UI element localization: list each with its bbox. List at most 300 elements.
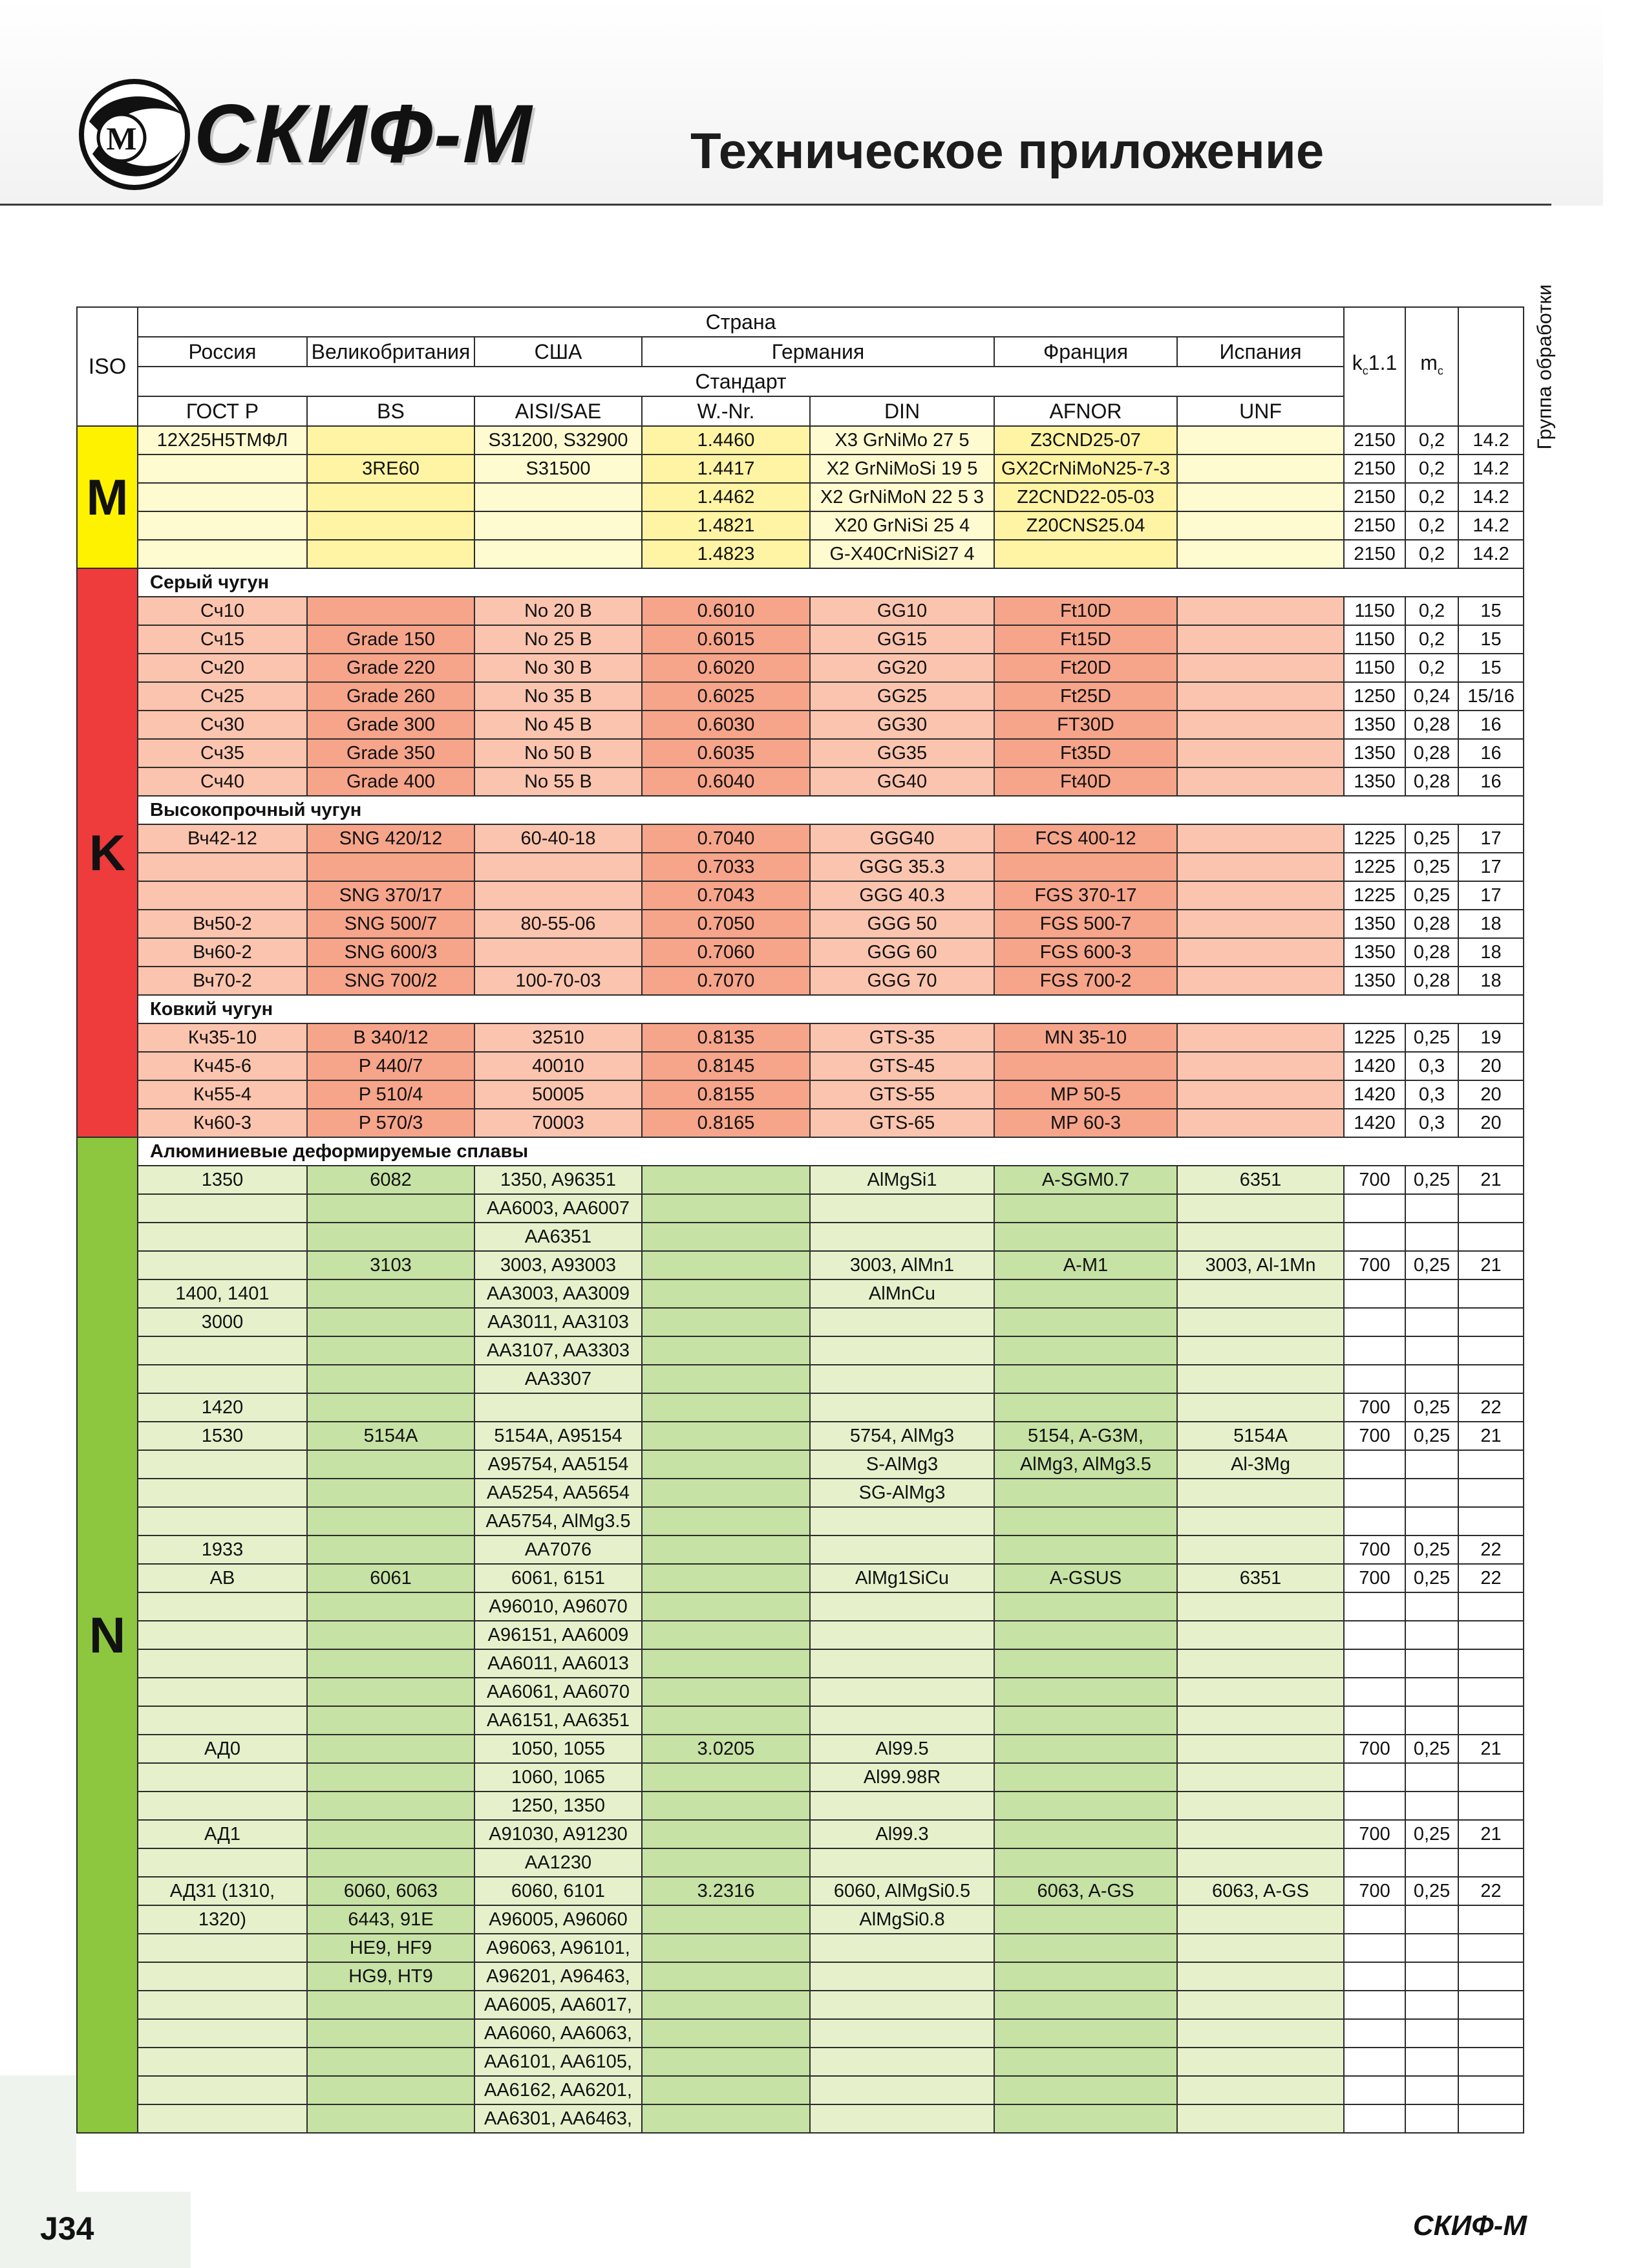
table-cell: 60-40-18 xyxy=(474,824,642,853)
table-cell: 1420 xyxy=(138,1393,307,1422)
table-cell xyxy=(307,2076,474,2104)
standard-aisi: AISI/SAE xyxy=(474,396,642,426)
table-row xyxy=(77,1991,1524,2019)
table-cell: 1150 xyxy=(1344,597,1405,625)
table-cell: 0.7060 xyxy=(642,938,810,967)
table-cell: HG9, HT9 xyxy=(307,1962,474,1991)
table-cell: X2 GrNiMoSi 19 5 xyxy=(810,455,994,483)
table-cell xyxy=(138,1621,307,1649)
table-cell: GGG 50 xyxy=(810,910,994,938)
table-cell xyxy=(1405,1336,1458,1365)
table-cell xyxy=(1405,1223,1458,1251)
iso-header: ISO xyxy=(77,307,138,426)
table-cell: AA7076 xyxy=(474,1535,642,1564)
table-cell xyxy=(1344,1223,1405,1251)
table-cell xyxy=(994,1678,1177,1706)
table-cell xyxy=(1458,1763,1524,1792)
table-cell xyxy=(642,2019,810,2048)
country-uk: Великобритания xyxy=(307,337,474,367)
table-cell: 0,25 xyxy=(1405,1564,1458,1592)
table-row xyxy=(77,711,1524,739)
table-cell xyxy=(1344,1194,1405,1223)
table-cell xyxy=(1458,1507,1524,1535)
table-cell: 2150 xyxy=(1344,540,1405,568)
table-cell: No 45 B xyxy=(474,711,642,739)
table-cell: SNG 370/17 xyxy=(307,881,474,910)
table-cell xyxy=(1458,1592,1524,1621)
table-row xyxy=(77,1223,1524,1251)
table-cell: AA6151, AA6351 xyxy=(474,1706,642,1735)
table-cell: 1350 xyxy=(1344,739,1405,767)
table-row xyxy=(77,1251,1524,1279)
table-cell: 0.7070 xyxy=(642,967,810,995)
table-cell xyxy=(307,1365,474,1393)
table-cell: Сч40 xyxy=(138,767,307,796)
table-cell xyxy=(138,881,307,910)
table-cell: Grade 260 xyxy=(307,682,474,711)
table-cell xyxy=(1177,1934,1344,1962)
table-cell: 3003, A93003 xyxy=(474,1251,642,1279)
table-cell xyxy=(642,1166,810,1194)
iso-group-cell: N xyxy=(77,1137,138,2133)
table-cell: 18 xyxy=(1458,967,1524,995)
group-title: Серый чугун xyxy=(138,568,1524,597)
table-row xyxy=(77,1080,1524,1109)
table-cell xyxy=(810,1393,994,1422)
table-cell: 32510 xyxy=(474,1023,642,1052)
table-cell xyxy=(642,1336,810,1365)
table-cell xyxy=(1177,881,1344,910)
table-cell: 700 xyxy=(1344,1820,1405,1848)
table-cell xyxy=(138,1649,307,1678)
table-cell xyxy=(138,455,307,483)
table-cell xyxy=(307,1279,474,1308)
table-cell: A96005, A96060 xyxy=(474,1905,642,1934)
table-row xyxy=(77,1820,1524,1848)
table-cell xyxy=(138,1991,307,2019)
table-cell: No 20 B xyxy=(474,597,642,625)
table-cell xyxy=(474,1393,642,1422)
table-cell: 0,2 xyxy=(1405,597,1458,625)
table-cell: Al99.98R xyxy=(810,1763,994,1792)
table-cell xyxy=(994,1934,1177,1962)
table-cell: No 35 B xyxy=(474,682,642,711)
table-cell xyxy=(138,2104,307,2133)
standard-header: Стандарт xyxy=(138,367,1344,396)
table-cell: 1350 xyxy=(1344,967,1405,995)
table-cell: 15/16 xyxy=(1458,682,1524,711)
table-cell: АД0 xyxy=(138,1735,307,1763)
table-cell: S-AlMg3 xyxy=(810,1450,994,1479)
table-cell xyxy=(307,2104,474,2133)
standard-wnr: W.-Nr. xyxy=(642,396,810,426)
table-cell: GG30 xyxy=(810,711,994,739)
table-cell: 0,25 xyxy=(1405,1023,1458,1052)
table-cell xyxy=(1458,1991,1524,2019)
table-cell xyxy=(1405,1706,1458,1735)
table-cell xyxy=(994,1393,1177,1422)
table-cell xyxy=(1405,1649,1458,1678)
table-cell: 50005 xyxy=(474,1080,642,1109)
table-cell xyxy=(1177,426,1344,455)
table-cell: B 340/12 xyxy=(307,1023,474,1052)
table-cell xyxy=(1458,1649,1524,1678)
table-cell xyxy=(1458,1365,1524,1393)
table-cell xyxy=(994,1365,1177,1393)
table-cell xyxy=(1458,1934,1524,1962)
table-cell: Сч15 xyxy=(138,625,307,654)
table-cell xyxy=(1177,1194,1344,1223)
page-title: Техническое приложение xyxy=(690,122,1324,179)
table-cell xyxy=(994,1763,1177,1792)
table-cell: Кч60-3 xyxy=(138,1109,307,1137)
table-cell: No 50 B xyxy=(474,739,642,767)
table-cell xyxy=(307,1223,474,1251)
table-cell: 700 xyxy=(1344,1735,1405,1763)
standard-din: DIN xyxy=(810,396,994,426)
table-cell xyxy=(1405,1450,1458,1479)
table-cell: Сч30 xyxy=(138,711,307,739)
table-cell xyxy=(1177,1592,1344,1621)
table-cell: FT30D xyxy=(994,711,1177,739)
table-row xyxy=(77,1706,1524,1735)
table-cell xyxy=(810,1535,994,1564)
table-cell xyxy=(1405,1308,1458,1336)
table-row xyxy=(77,881,1524,910)
table-cell xyxy=(474,853,642,881)
table-cell xyxy=(1177,938,1344,967)
table-cell: P 510/4 xyxy=(307,1080,474,1109)
table-cell xyxy=(138,1336,307,1365)
table-cell: 0,2 xyxy=(1405,540,1458,568)
table-cell xyxy=(1344,1621,1405,1649)
table-cell: 14.2 xyxy=(1458,455,1524,483)
table-cell xyxy=(642,1763,810,1792)
table-cell: Ft35D xyxy=(994,739,1177,767)
table-cell xyxy=(1405,1479,1458,1507)
table-row xyxy=(77,1905,1524,1934)
table-cell: 100-70-03 xyxy=(474,967,642,995)
table-cell xyxy=(642,1848,810,1877)
footer-band xyxy=(0,2192,191,2268)
table-cell: 1320) xyxy=(138,1905,307,1934)
table-cell xyxy=(1405,1905,1458,1934)
table-cell xyxy=(994,1735,1177,1763)
table-row xyxy=(77,682,1524,711)
table-cell xyxy=(307,853,474,881)
table-cell xyxy=(1405,1507,1458,1535)
table-cell: 17 xyxy=(1458,881,1524,910)
table-cell: 0.6030 xyxy=(642,711,810,739)
table-cell xyxy=(642,1820,810,1848)
table-cell: X3 GrNiMo 27 5 xyxy=(810,426,994,455)
table-cell xyxy=(810,1592,994,1621)
brand-name: СКИФ-М xyxy=(194,88,533,180)
table-cell xyxy=(307,1194,474,1223)
table-cell: 14.2 xyxy=(1458,540,1524,568)
table-cell xyxy=(642,1621,810,1649)
table-cell: 1225 xyxy=(1344,824,1405,853)
table-cell xyxy=(138,511,307,540)
table-cell xyxy=(307,1792,474,1820)
table-cell xyxy=(1177,767,1344,796)
table-cell: GGG40 xyxy=(810,824,994,853)
table-cell: SNG 700/2 xyxy=(307,967,474,995)
table-cell xyxy=(994,2076,1177,2104)
table-cell: AlMgSi0.8 xyxy=(810,1905,994,1934)
table-cell xyxy=(994,1535,1177,1564)
table-cell: Вч70-2 xyxy=(138,967,307,995)
table-cell: 1420 xyxy=(1344,1052,1405,1080)
table-row xyxy=(77,938,1524,967)
table-cell xyxy=(307,1763,474,1792)
standard-afnor: AFNOR xyxy=(994,396,1177,426)
table-cell xyxy=(994,1507,1177,1535)
table-cell xyxy=(1177,1052,1344,1080)
table-cell xyxy=(1344,1507,1405,1535)
table-cell xyxy=(1458,1706,1524,1735)
table-cell: 0,28 xyxy=(1405,711,1458,739)
table-cell xyxy=(1177,2048,1344,2076)
table-cell xyxy=(1405,1365,1458,1393)
table-cell xyxy=(994,2048,1177,2076)
table-cell xyxy=(1405,1621,1458,1649)
table-cell: 0,28 xyxy=(1405,967,1458,995)
table-row xyxy=(77,426,1524,455)
table-cell: 0.7033 xyxy=(642,853,810,881)
table-cell: 1350 xyxy=(1344,938,1405,967)
table-cell: AlMgSi1 xyxy=(810,1166,994,1194)
table-cell: No 55 B xyxy=(474,767,642,796)
table-cell xyxy=(307,1649,474,1678)
table-cell xyxy=(642,1991,810,2019)
table-cell xyxy=(642,1223,810,1251)
table-cell: 0,2 xyxy=(1405,455,1458,483)
table-cell: AA3307 xyxy=(474,1365,642,1393)
table-cell: Вч42-12 xyxy=(138,824,307,853)
table-cell: AA3003, AA3009 xyxy=(474,1279,642,1308)
table-cell xyxy=(994,1621,1177,1649)
table-cell xyxy=(1405,1763,1458,1792)
table-cell: MP 60-3 xyxy=(994,1109,1177,1137)
table-cell: 1250 xyxy=(1344,682,1405,711)
table-cell xyxy=(1177,1678,1344,1706)
table-row xyxy=(77,1422,1524,1450)
table-cell xyxy=(1405,1962,1458,1991)
table-cell: 5154A xyxy=(307,1422,474,1450)
table-cell: 0,3 xyxy=(1405,1080,1458,1109)
table-cell: 0,25 xyxy=(1405,881,1458,910)
table-row xyxy=(77,1962,1524,1991)
table-cell xyxy=(994,1479,1177,1507)
table-cell xyxy=(474,540,642,568)
table-cell xyxy=(1405,1279,1458,1308)
table-cell xyxy=(1177,1023,1344,1052)
table-cell: 6060, 6063 xyxy=(307,1877,474,1905)
table-cell: Сч35 xyxy=(138,739,307,767)
table-cell xyxy=(994,1052,1177,1080)
table-cell: 1225 xyxy=(1344,881,1405,910)
table-cell xyxy=(307,1820,474,1848)
table-cell xyxy=(1458,1621,1524,1649)
table-cell: 15 xyxy=(1458,597,1524,625)
table-cell xyxy=(307,1450,474,1479)
table-cell: 700 xyxy=(1344,1393,1405,1422)
table-cell xyxy=(994,1194,1177,1223)
table-cell xyxy=(1344,1763,1405,1792)
table-cell: SNG 420/12 xyxy=(307,824,474,853)
table-cell xyxy=(642,1422,810,1450)
table-cell xyxy=(1458,1279,1524,1308)
table-cell xyxy=(307,1706,474,1735)
table-cell xyxy=(138,1763,307,1792)
table-cell xyxy=(810,1962,994,1991)
table-cell xyxy=(1344,1308,1405,1336)
table-cell: AlMnCu xyxy=(810,1279,994,1308)
table-cell: S31200, S32900 xyxy=(474,426,642,455)
table-cell xyxy=(307,1535,474,1564)
table-cell xyxy=(642,1194,810,1223)
table-cell xyxy=(994,853,1177,881)
table-cell xyxy=(1344,1336,1405,1365)
brand-logo xyxy=(76,76,600,193)
table-row xyxy=(77,1166,1524,1194)
table-cell: 0.6010 xyxy=(642,597,810,625)
table-cell xyxy=(307,1393,474,1422)
table-cell: 1150 xyxy=(1344,625,1405,654)
table-cell: A91030, A91230 xyxy=(474,1820,642,1848)
table-cell: 1350 xyxy=(1344,910,1405,938)
table-cell xyxy=(642,1479,810,1507)
country-spain: Испания xyxy=(1177,337,1344,367)
table-cell xyxy=(642,1365,810,1393)
table-cell xyxy=(307,1479,474,1507)
table-cell: 0.6025 xyxy=(642,682,810,711)
table-cell xyxy=(1458,1194,1524,1223)
table-cell xyxy=(994,1820,1177,1848)
table-cell: Al99.5 xyxy=(810,1735,994,1763)
table-cell: P 570/3 xyxy=(307,1109,474,1137)
table-cell: AlMg1SiCu xyxy=(810,1564,994,1592)
table-cell: Сч20 xyxy=(138,654,307,682)
table-cell: 0,25 xyxy=(1405,1166,1458,1194)
table-cell: GTS-35 xyxy=(810,1023,994,1052)
iso-group-cell: K xyxy=(77,568,138,1137)
table-cell: AA6005, AA6017, xyxy=(474,1991,642,2019)
country-france: Франция xyxy=(994,337,1177,367)
table-cell xyxy=(138,1792,307,1820)
table-cell: FGS 700-2 xyxy=(994,967,1177,995)
table-cell: 1420 xyxy=(1344,1109,1405,1137)
table-cell xyxy=(642,1279,810,1308)
table-cell xyxy=(307,1678,474,1706)
table-cell: 1420 xyxy=(1344,1080,1405,1109)
table-cell xyxy=(1177,1308,1344,1336)
table-cell xyxy=(307,1592,474,1621)
table-cell xyxy=(1177,1393,1344,1422)
table-cell: AlMg3, AlMg3.5 xyxy=(994,1450,1177,1479)
table-cell xyxy=(1458,1479,1524,1507)
table-cell xyxy=(1177,1905,1344,1934)
table-cell xyxy=(138,540,307,568)
table-cell: MN 35-10 xyxy=(994,1023,1177,1052)
table-cell xyxy=(1177,455,1344,483)
table-cell: 1250, 1350 xyxy=(474,1792,642,1820)
table-cell xyxy=(1458,1223,1524,1251)
table-cell: 0.7050 xyxy=(642,910,810,938)
table-cell xyxy=(994,1905,1177,1934)
table-cell: 0.8145 xyxy=(642,1052,810,1080)
table-row xyxy=(77,967,1524,995)
table-cell xyxy=(642,1905,810,1934)
table-cell xyxy=(138,1194,307,1223)
table-cell xyxy=(138,2076,307,2104)
table-cell: 12Х25Н5ТМФЛ xyxy=(138,426,307,455)
table-cell: 0,3 xyxy=(1405,1109,1458,1137)
standard-gost: ГОСТ Р xyxy=(138,396,307,426)
table-cell xyxy=(994,1592,1177,1621)
table-cell xyxy=(1177,1649,1344,1678)
table-cell: A-GSUS xyxy=(994,1564,1177,1592)
table-cell: 1350, A96351 xyxy=(474,1166,642,1194)
table-cell xyxy=(138,1450,307,1479)
table-cell xyxy=(307,1735,474,1763)
table-row xyxy=(77,511,1524,540)
country-header: Страна xyxy=(138,307,1344,337)
table-cell xyxy=(1458,2048,1524,2076)
table-cell: Кч35-10 xyxy=(138,1023,307,1052)
table-cell: A95754, AA5154 xyxy=(474,1450,642,1479)
table-row xyxy=(77,1393,1524,1422)
table-cell: 0.7040 xyxy=(642,824,810,853)
table-cell: GG10 xyxy=(810,597,994,625)
table-cell: 5154, A-G3M, xyxy=(994,1422,1177,1450)
table-cell xyxy=(1177,1792,1344,1820)
table-cell: 700 xyxy=(1344,1535,1405,1564)
table-cell: 3003, Al-1Mn xyxy=(1177,1251,1344,1279)
table-cell: 700 xyxy=(1344,1251,1405,1279)
table-cell xyxy=(1177,483,1344,511)
table-row xyxy=(77,1792,1524,1820)
table-cell xyxy=(1177,1706,1344,1735)
table-cell xyxy=(1177,625,1344,654)
table-cell xyxy=(994,1279,1177,1308)
table-cell: 700 xyxy=(1344,1166,1405,1194)
table-cell: Ft15D xyxy=(994,625,1177,654)
table-cell xyxy=(1405,1991,1458,2019)
table-cell: GGG 70 xyxy=(810,967,994,995)
table-cell xyxy=(1177,1991,1344,2019)
table-cell: 0,2 xyxy=(1405,426,1458,455)
table-cell xyxy=(1344,1365,1405,1393)
table-cell xyxy=(1458,2104,1524,2133)
table-row xyxy=(77,1735,1524,1763)
table-cell: 21 xyxy=(1458,1422,1524,1450)
table-cell xyxy=(138,1678,307,1706)
table-cell xyxy=(474,511,642,540)
table-cell xyxy=(642,1792,810,1820)
table-cell: GTS-65 xyxy=(810,1109,994,1137)
table-row xyxy=(77,853,1524,881)
table-cell xyxy=(1344,1678,1405,1706)
table-cell: 0.7043 xyxy=(642,881,810,910)
table-cell: 40010 xyxy=(474,1052,642,1080)
table-cell: Grade 220 xyxy=(307,654,474,682)
table-cell: AA6011, AA6013 xyxy=(474,1649,642,1678)
table-cell: Al99.3 xyxy=(810,1820,994,1848)
table-cell xyxy=(994,2019,1177,2048)
table-row xyxy=(77,540,1524,568)
